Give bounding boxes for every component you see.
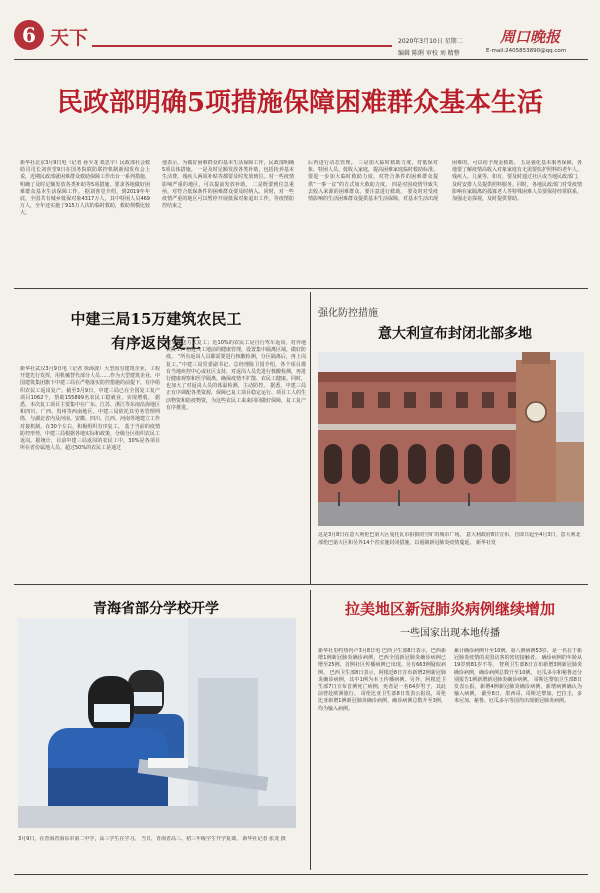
- lead-column-2: 他表示，为做好困难群众的基本生活保障工作，民政部明确5项具体措施。 一是及时足额发放各类补助，包括抚养基本生活费、残疾人两项补贴等都要及时发放到位。对一些疫情影响严重的地区，可以提前发放补助。 二是既要到位急重亟，对符合低保条件的困难群众要及时纳入。同时，对一些疫情严重的地区可以暂停开展低保对象退出工作，等疫情防控结束之: [162, 160, 294, 210]
- masthead-logo: 周口晚报: [500, 28, 561, 46]
- lead-column-4: 困难的，可以给予现金救助。 五是强化基本服务保障，各地要了解疫情高收入对象家庭有无需要监护照料的老年人、残疾人、儿童等，如有，要及时通过社区或当地民政部门，及时安排人员提供照料服务。同时，各地民政部门对受疫情影响在家隔离的孤寡老人等特殊困难人员要保持经常联系，加强走访探视，及时提供帮助。: [452, 160, 582, 203]
- lead-divider: [14, 288, 588, 289]
- story4-headline: 青海省部分学校开学: [93, 601, 219, 617]
- header-underline: [14, 59, 588, 60]
- header-rule: [92, 45, 392, 47]
- story5-column-2: 累计确诊病例升至10例。第八例病例53岁，是一名在于新冠肺炎疫情的美国访客的密切接触者。 确诊病例的年龄从19岁到81岁不等。 智利卫生部8日宣布新增3例新冠肺炎确诊病例，确诊病例总数升至10例。 厄瓜多尔和秘鲁还分别报告1例新增新冠肺炎确诊病例。 哥斯达黎加卫生部8日发表公报，新增4例新冠肺炎确诊病例，新增病例确认为输入病例。 截至8日，墨西哥、哥斯达黎加、巴拉圭、多米尼加、秘鲁、厄瓜多尔等国均出现新冠肺炎病例。: [454, 648, 582, 705]
- story2-headline-line2: 有序返岗复工: [110, 334, 201, 352]
- story4-caption: 3月9日，在青海省海东市第二中学，高三学生在学习。 当日，青海省高三、初三年级学生开学复课。 新华社记者 张龙 摄: [18, 836, 286, 842]
- column-divider: [310, 292, 311, 584]
- footer-rule: [14, 874, 588, 875]
- email-line: E-mail:2405853890@qq.com: [486, 48, 567, 54]
- page-number-badge: [14, 20, 44, 50]
- story2-column-2: 包车接送方式复工；近10%的农民工是自行驾车返岗，对外地农民工严格进入工地前的健康管理，设置集中隔离区域，做好防疫。 “所有返岗人员都需要进行核酸检测，分区隔离后，再上岗复工。”中建三局党委副书记、总经理陈卫国介绍，各个项目都有当地疾控中心或社区支持，对返岗人员先进行核酸检测，再进行健康观察和医学隔离，确保疫情不扩散、农民工健康。同时，也加大了对返岗人员的体温检测，主动防控。 据悉，中建三局正有序调配各类资源，保障已复工项目稳定运行、项目工人的生活物资和防疫物资，为这些农民工来来回回做好保障，复工复产有序推进。: [166, 340, 306, 411]
- section-title: 天下: [50, 27, 89, 49]
- story3-photo: [318, 352, 584, 526]
- story3-kicker: 强化防控措施: [318, 308, 378, 319]
- mid-divider: [14, 584, 588, 585]
- page-number: 6: [22, 23, 36, 47]
- lead-headline: 民政部明确5项措施保障困难群众基本生活: [56, 88, 544, 118]
- story3-caption: 这是3月8日在意大利伦巴第大区曼托瓦市拍摄的空旷的城市广场。 意大利政府8日宣布，自即日起至4月3日，意大利北部伦巴第大区和另外14个省实施封闭措施，以遏制新冠肺炎疫情蔓延。 新华社发: [318, 532, 581, 546]
- lower-column-divider: [310, 590, 311, 870]
- lead-column-3: 后再进行动态管理。 三是加大临时救助力度，对低保对象、特困人员、低收入家庭，提高困难家庭临时救助标准。要进一步加大临时救助力度，对符合条件的困难群众提供“一事一议”的方式加大救助力度。 四是对因疫情导致失去收入来源的困难群众，要注意进行救助。 要及时对受疫情影响的生活困难群众提供基本生活保障，对基本生活出现: [308, 160, 438, 203]
- story3-headline: 意大利宣布封闭北部多地: [378, 326, 532, 342]
- editors-line: 编辑 陈俐 审校 刘 精整: [398, 50, 460, 57]
- story2-column-1: 新华社武汉3月9日电（记者 徐海波）大型国有建筑企业，工程开建先行发挥，用机械替代部分人员……作为大型建筑企业，中国建筑集团旗下中建三局在严格落实防控措施的前提下，有序组织农民工返岗复产。截至3月9日，中建三局已在全国复工复产项目1062个，帮助155899名农民工稳就业，实现增收。 据悉，本次复工项目主要集中在广东、江苏、浙江等东南沿海地区和四川、广西、贵州等西南地区。中建三局依托其劳务管理网络，与湖北省内及河南、安徽、四川、江西、河南等地建立工作对接机制，在30个左右，积极组织有序复工。 基于当前的疫情防控形势，中建三局根据各地实际和政策，分级分区组织农民工返岗。据统计，目前中建三局返岗的农民工中，30%是各项目所在省份属地人员，超过50%的农民工是通过: [20, 366, 160, 452]
- lead-column-1: 新华社北京3月9日电（记者 孙少龙 奚思宇）民政部社会救助司司长刘喜堂9日在国务院联防联控机制新闻发布会上说，近期民政部就困难群众救助保障工作出台一系列措施，明确了及时足额发放各类补助等5项措施，要求各地做好困难群众基本生活保障工作。 据刘喜堂介绍，到2019年年底，全国共有城乡低保对象4317万人，其中特困人员469万人，全年还实施了915万人次的临时救助，救助规模比较大。: [20, 160, 150, 217]
- story5-subheadline: 一些国家出现本地传播: [400, 628, 500, 639]
- story5-headline: 拉美地区新冠肺炎病例继续增加: [344, 600, 555, 618]
- story2-headline-line1: 中建三局15万建筑农民工: [70, 310, 242, 328]
- page-header: [0, 0, 600, 62]
- story4-photo: [18, 618, 296, 828]
- date-line: 2020年3月10日 星期二: [398, 38, 463, 45]
- story5-column-1: 新华社里约热内卢3月8日电 巴西卫生部8日表示，巴西新增1例新冠肺炎确诊病例，巴西全国新冠肺炎确诊病例已增至25例，首例社区传播病例已出现。另有663例疑似病例。 巴西卫生部8日表示，阿根廷8日宣布新增2例新冠肺炎确诊病例，其中1例为本土传播病例。另外，阿根廷卫生部7日宣布首例死亡病例，死者是一名64岁男子，其此前曾赴欧洲旅行。 哥伦比亚卫生部8日发表公报说，哥伦比亚新增1例新冠肺炎确诊病例，确诊病例总数升至3例，均为输入病例。: [318, 648, 446, 712]
